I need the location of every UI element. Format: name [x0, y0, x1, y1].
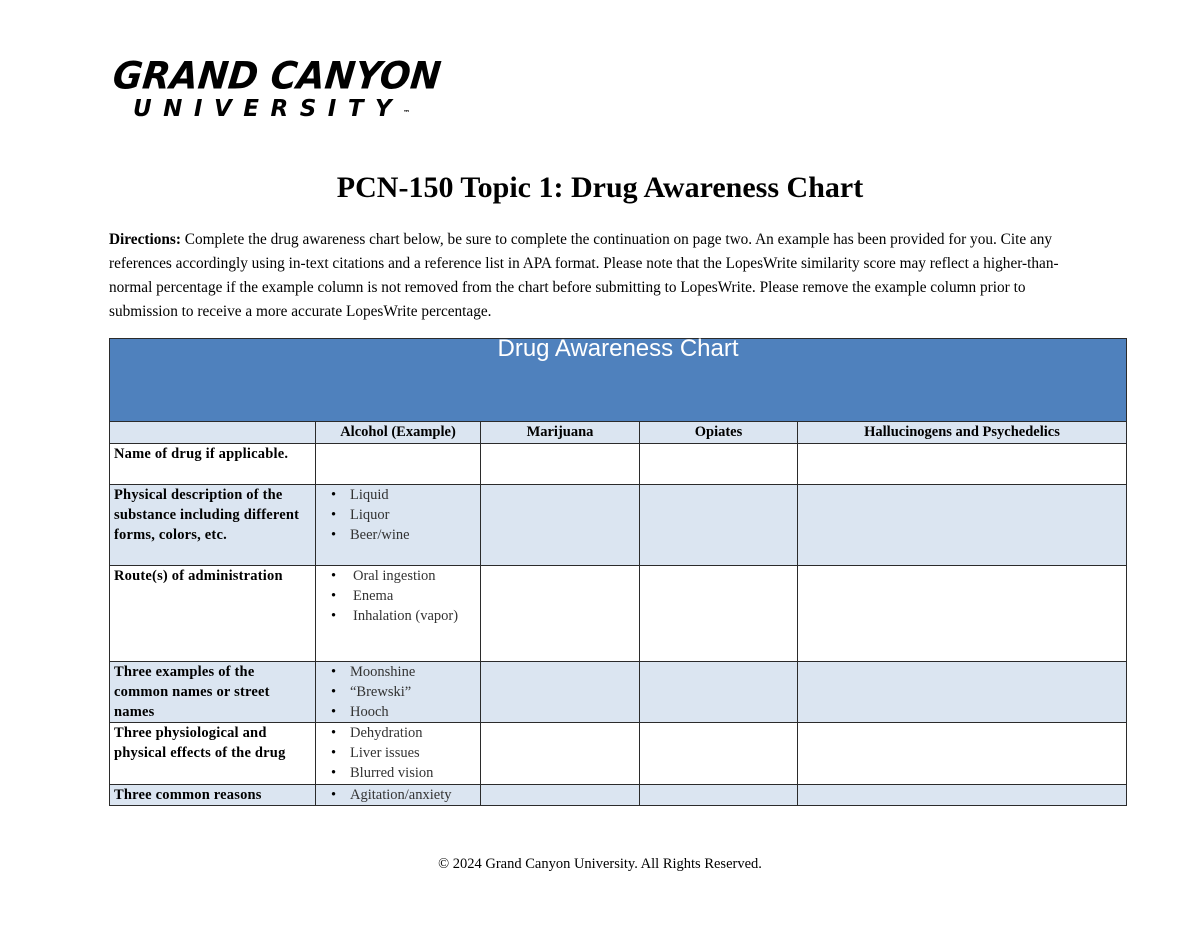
opiates-cell[interactable]: [640, 723, 798, 785]
row-label: Route(s) of administration: [110, 566, 316, 662]
marijuana-cell[interactable]: [481, 662, 640, 723]
hallucinogens-cell[interactable]: [798, 444, 1127, 485]
header-alcohol: Alcohol (Example): [316, 422, 481, 444]
list-item: • Liquor: [350, 505, 476, 525]
list-item: • Dehydration: [350, 723, 476, 743]
table-title-row: [110, 339, 1127, 422]
table-row: [110, 662, 1127, 723]
directions-label: Directions:: [109, 231, 181, 248]
opiates-cell[interactable]: [640, 662, 798, 723]
page-title: PCN-150 Topic 1: Drug Awareness Chart: [336, 171, 864, 204]
header-marijuana: Marijuana: [481, 422, 640, 444]
table-row: [110, 723, 1127, 785]
table-title: Drug Awareness Chart: [110, 339, 1127, 422]
table-header-row: [110, 422, 1127, 444]
row-label: Three physiological and physical effects of the drug: [110, 723, 316, 785]
alcohol-cell[interactable]: [316, 785, 481, 806]
marijuana-cell[interactable]: [481, 444, 640, 485]
opiates-cell[interactable]: [640, 785, 798, 806]
opiates-cell[interactable]: [640, 485, 798, 566]
marijuana-cell[interactable]: [481, 723, 640, 785]
hallucinogens-cell[interactable]: [798, 785, 1127, 806]
header-hallucinogens: Hallucinogens and Psychedelics: [798, 422, 1127, 444]
row-label: Three examples of the common names or street names: [110, 662, 316, 723]
list-item: • Moonshine: [350, 662, 476, 682]
example-list: [320, 785, 476, 805]
alcohol-cell[interactable]: [316, 662, 481, 723]
table-row: [110, 444, 1127, 485]
list-item: • Blurred vision: [350, 763, 476, 783]
marijuana-cell[interactable]: [481, 785, 640, 806]
hallucinogens-cell[interactable]: [798, 566, 1127, 662]
row-label: Physical description of the substance including different forms, colors, etc.: [110, 485, 316, 566]
marijuana-cell[interactable]: [481, 566, 640, 662]
list-item: • Liquid: [350, 485, 476, 505]
opiates-cell[interactable]: [640, 444, 798, 485]
example-list: [320, 662, 476, 722]
table-row: [110, 566, 1127, 662]
logo-line-1: GRAND CANYON: [110, 54, 443, 98]
example-list: [320, 723, 476, 783]
hallucinogens-cell[interactable]: [798, 662, 1127, 723]
logo-university: UNIVERSITY: [133, 96, 404, 122]
row-label: Name of drug if applicable.: [110, 444, 316, 485]
header-cell-blank: [110, 422, 316, 444]
list-item: • Agitation/anxiety: [350, 785, 476, 805]
alcohol-cell[interactable]: [316, 723, 481, 785]
alcohol-cell[interactable]: [316, 485, 481, 566]
logo-line-2: [133, 96, 433, 122]
hallucinogens-cell[interactable]: [798, 723, 1127, 785]
opiates-cell[interactable]: [640, 566, 798, 662]
alcohol-cell[interactable]: [316, 566, 481, 662]
list-item: • Oral ingestion: [353, 566, 476, 586]
gcu-logo: [110, 54, 443, 122]
directions-paragraph: [109, 228, 1094, 324]
list-item: • Liver issues: [350, 743, 476, 763]
alcohol-cell[interactable]: [316, 444, 481, 485]
marijuana-cell[interactable]: [481, 485, 640, 566]
list-item: • Enema: [353, 586, 476, 606]
hallucinogens-cell[interactable]: [798, 485, 1127, 566]
copyright-footer: © 2024 Grand Canyon University. All Rights Reserved.: [438, 856, 762, 872]
header-opiates: Opiates: [640, 422, 798, 444]
example-list: [320, 485, 476, 545]
example-list: [320, 566, 476, 626]
list-item: • Inhalation (vapor): [353, 606, 476, 626]
list-item: • “Brewski”: [350, 682, 476, 702]
trademark-symbol: ™: [403, 109, 411, 117]
list-item: • Hooch: [350, 702, 476, 722]
directions-text: Complete the drug awareness chart below, be sure to complete the continuation on page two. An example has been provided for you. Cite any references accordingly using in-text citations and a reference list in APA format. Please note that the LopesWrite similarity score may reflect a higher-than-normal percentage if the example column is not removed from the chart before submitting to LopesWrite. Please remove the example column prior to submission to receive a more accurate LopesWrite percentage.: [109, 231, 1059, 320]
table-row: [110, 485, 1127, 566]
row-label: Three common reasons: [110, 785, 316, 806]
drug-awareness-table: [109, 335, 1127, 806]
table-row: [110, 785, 1127, 806]
list-item: • Beer/wine: [350, 525, 476, 545]
